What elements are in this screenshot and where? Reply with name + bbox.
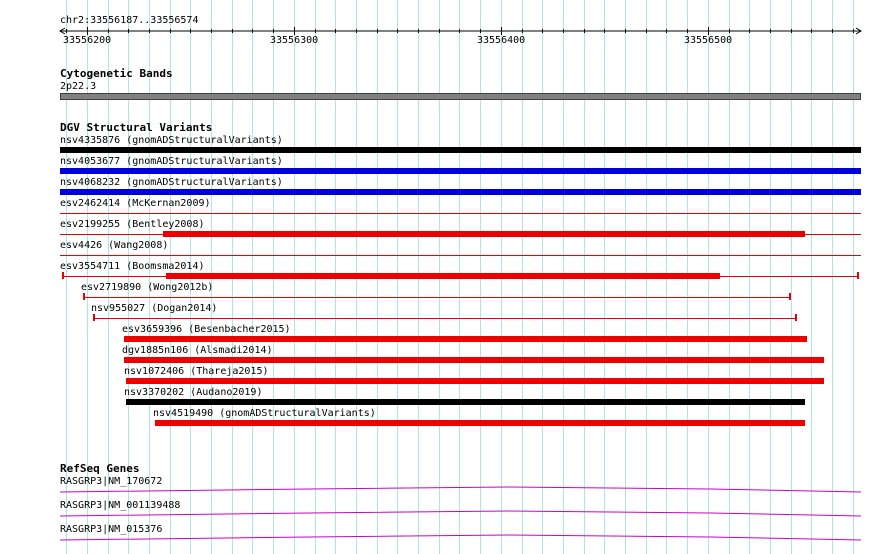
cytoband-track-title: Cytogenetic Bands	[60, 67, 173, 80]
gene-intron-line[interactable]	[60, 486, 861, 494]
ruler-tick-label: 33556500	[684, 35, 733, 46]
sv-feature-block	[155, 420, 805, 426]
sv-feature-endcap	[83, 293, 85, 300]
sv-feature-endcap	[795, 314, 797, 321]
position-ruler	[0, 0, 890, 60]
sv-feature-block	[124, 357, 824, 363]
gene-label[interactable]: RASGRP3|NM_015376	[60, 524, 163, 535]
sv-feature[interactable]	[93, 315, 797, 321]
sv-feature-label[interactable]: esv3659396 (Besenbacher2015)	[122, 324, 291, 335]
sv-feature[interactable]	[124, 357, 824, 363]
sv-feature-block	[166, 273, 720, 279]
sv-feature[interactable]	[60, 231, 861, 237]
sv-feature-block	[126, 399, 805, 405]
sv-feature-label[interactable]: esv2462414 (McKernan2009)	[60, 198, 211, 209]
ruler-tick-label: 33556200	[63, 35, 112, 46]
gene-label[interactable]: RASGRP3|NM_001139488	[60, 500, 181, 511]
sv-feature[interactable]	[155, 420, 805, 426]
sv-feature[interactable]	[126, 378, 824, 384]
sv-feature-endcap	[62, 272, 64, 279]
sv-feature-endcap	[857, 272, 859, 279]
gene-intron-line[interactable]	[60, 534, 861, 542]
location-label: chr2:33556187..33556574	[60, 15, 199, 26]
sv-feature[interactable]	[60, 189, 861, 195]
sv-feature[interactable]	[83, 294, 791, 300]
gene-label[interactable]: RASGRP3|NM_170672	[60, 476, 163, 487]
sv-feature-label[interactable]: nsv4068232 (gnomADStructuralVariants)	[60, 177, 283, 188]
sv-feature[interactable]	[60, 210, 861, 216]
sv-feature-label[interactable]: esv3554711 (Boomsma2014)	[60, 261, 205, 272]
cytoband-band-name: 2p22.3	[60, 81, 97, 92]
sv-feature-label[interactable]: esv2719890 (Wong2012b)	[81, 282, 214, 293]
sv-feature-block	[60, 168, 861, 174]
sv-feature-label[interactable]: esv2199255 (Bentley2008)	[60, 219, 205, 230]
sv-feature-block	[60, 189, 861, 195]
sv-feature-endcap	[789, 293, 791, 300]
sv-feature[interactable]	[60, 168, 861, 174]
sv-feature-label[interactable]: nsv1072406 (Thareja2015)	[124, 366, 269, 377]
sv-feature-block	[60, 147, 861, 153]
sv-feature[interactable]	[60, 147, 861, 153]
sv-feature[interactable]	[126, 399, 805, 405]
refseq-track-title: RefSeq Genes	[60, 462, 140, 475]
sv-feature-line	[93, 318, 797, 319]
cytoband-bar[interactable]	[60, 93, 861, 100]
sv-feature-label[interactable]: nsv4519490 (gnomADStructuralVariants)	[153, 408, 376, 419]
sv-feature-endcap	[93, 314, 95, 321]
sv-feature-label[interactable]: dgv1885n106 (Alsmadi2014)	[122, 345, 273, 356]
sv-feature-label[interactable]: nsv4335876 (gnomADStructuralVariants)	[60, 135, 283, 146]
sv-feature-line	[83, 297, 791, 298]
sv-feature-block	[124, 336, 807, 342]
sv-feature[interactable]	[124, 336, 807, 342]
ruler-tick-label: 33556300	[270, 35, 319, 46]
sv-feature-block	[126, 378, 824, 384]
sv-feature-label[interactable]: nsv955027 (Dogan2014)	[91, 303, 218, 314]
sv-feature-line	[60, 255, 861, 256]
sv-feature-label[interactable]: nsv4053677 (gnomADStructuralVariants)	[60, 156, 283, 167]
sv-feature-line	[60, 213, 861, 214]
sv-feature[interactable]	[62, 273, 859, 279]
sv-feature[interactable]	[60, 252, 861, 258]
sv-feature-label[interactable]: esv4426 (Wang2008)	[60, 240, 169, 251]
gene-intron-line[interactable]	[60, 510, 861, 518]
dgv-track-title: DGV Structural Variants	[60, 121, 213, 134]
ruler-tick-label: 33556400	[477, 35, 526, 46]
sv-feature-label[interactable]: nsv3370202 (Audano2019)	[124, 387, 263, 398]
sv-feature-block	[163, 231, 805, 237]
